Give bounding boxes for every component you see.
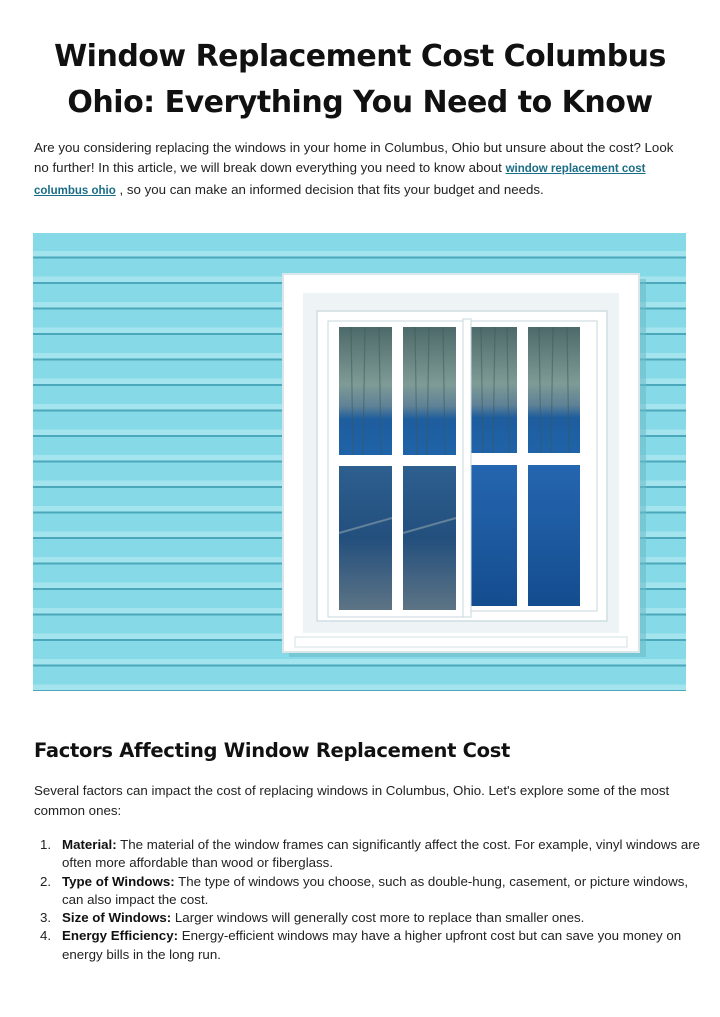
window-sill bbox=[295, 637, 627, 647]
list-item bbox=[40, 927, 712, 964]
window-photo bbox=[33, 233, 686, 691]
factor-label: Material: bbox=[62, 837, 117, 852]
intro-text-start: Are you considering replacing the windows in your home in Columbus, Ohio but unsure about the cost? Look no further! In this article, we will break down everything you need to know about bbox=[34, 140, 674, 175]
article-title: Window Replacement Cost Columbus Ohio: Everything You Need to Know bbox=[54, 39, 666, 120]
section-heading: Factors Affecting Window Replacement Cost bbox=[34, 739, 511, 762]
factors-list bbox=[34, 836, 712, 964]
factor-label: Type of Windows: bbox=[62, 873, 175, 889]
list-item bbox=[40, 909, 712, 927]
left-sash bbox=[328, 321, 468, 617]
intro-paragraph bbox=[34, 138, 689, 201]
factor-label: Size of Windows: bbox=[62, 910, 172, 926]
list-item bbox=[40, 836, 712, 873]
window-illustration bbox=[33, 233, 686, 691]
factor-text: Larger windows will generally cost more to replace than smaller ones. bbox=[171, 910, 585, 926]
list-number: 2. bbox=[40, 873, 52, 889]
list-number: 4. bbox=[40, 928, 52, 944]
factor-text: The type of windows you choose, such as double-hung, casement, or picture windows, can also impact the cost. bbox=[62, 873, 689, 907]
list-number: 3. bbox=[40, 910, 52, 926]
intro-link[interactable]: window replacement cost columbus ohio bbox=[34, 162, 646, 197]
factor-text: The material of the window frames can significantly affect the cost. For example, vinyl windows are often more affordable than wood or fiberglass. bbox=[62, 837, 701, 871]
intro-text-end: , so you can make an informed decision that fits your budget and needs. bbox=[115, 181, 544, 197]
factor-text: Energy-efficient windows may have a higher upfront cost but can save you money on energy bills in the long run. bbox=[62, 928, 682, 962]
list-item bbox=[40, 873, 712, 910]
factor-label: Energy Efficiency: bbox=[62, 928, 179, 944]
list-number: 1. bbox=[40, 837, 52, 852]
sash-divider bbox=[463, 319, 471, 617]
section-intro: Several factors can impact the cost of replacing windows in Columbus, Ohio. Let's explore some of the most common ones: bbox=[34, 783, 670, 818]
right-sash bbox=[467, 321, 597, 611]
